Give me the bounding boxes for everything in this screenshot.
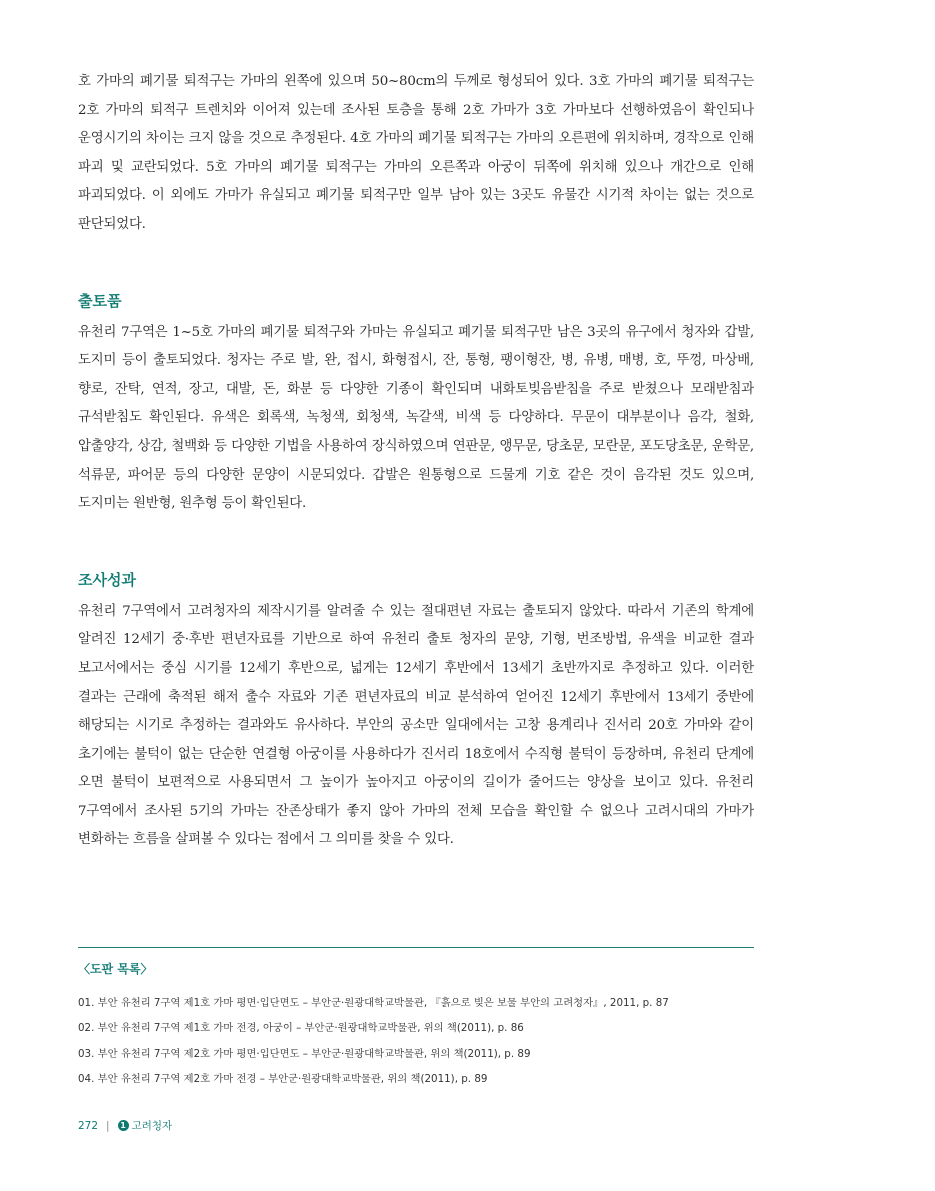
artifacts-heading: 출토품: [78, 291, 122, 310]
chapter-number-badge: 1: [118, 1120, 129, 1131]
page-body: [78, 68, 754, 855]
page-number: 272: [78, 1119, 99, 1132]
artifacts-paragraph: 유천리 7구역은 1~5호 가마의 폐기물 퇴적구와 가마는 유실되고 폐기물 퇴적구만 남은 3곳의 유구에서 청자와 갑발, 도지미 등이 출토되었다. 청자는 주로 발, 완, 접시, 화형접시, 잔, 통형, 팽이형잔, 병, 유병, 매병, 호, 뚜껑, 마상배, 향로, 잔탁, 연적, 장고, 대발, 돈, 화분 등 다양한 기종이 확인되며 내화토빚음받침을 주로 받쳤으나 모래받침과 규석받침도 확인된다. 유색은 회록색, 녹청색, 회청색, 녹갈색, 비색 등 다양하다. 무문이 대부분이나 음각, 철화, 압출양각, 상감, 철백화 등 다양한 기법을 사용하여 장식하였으며 연판문, 앵무문, 당초문, 모란문, 포도당초문, 운학문, 석류문, 파어문 등의 다양한 문양이 시문되었다. 갑발은 원통형으로 드물게 기호 같은 것이 음각된 것도 있으며, 도지미는 원반형, 원추형 등이 확인된다.: [78, 324, 754, 512]
results-heading: 조사성과: [78, 570, 136, 589]
plates-title: 〈도판 목록〉: [78, 962, 153, 976]
plate-item: 02. 부안 유천리 7구역 제1호 가마 전경, 아궁이 – 부안군·원광대학교박물관, 위의 책(2011), p. 86: [78, 1022, 524, 1035]
plate-item: 01. 부안 유천리 7구역 제1호 가마 평면·입단면도 – 부안군·원광대학교박물관, 『흙으로 빚은 보물 부안의 고려청자』, 2011, p. 87: [78, 997, 669, 1009]
footer-separator: |: [106, 1119, 110, 1132]
results-section: [78, 569, 754, 855]
intro-paragraph: 호 가마의 폐기물 퇴적구는 가마의 왼쪽에 있으며 50~80cm의 두께로 형성되어 있다. 3호 가마의 폐기물 퇴적구는 2호 가마의 퇴적구 트렌치와 이어져 있는데 조사된 토층을 통해 2호 가마가 3호 가마보다 선행하였음이 확인되나 운영시기의 차이는 크지 않을 것으로 추정된다. 4호 가마의 폐기물 퇴적구는 가마의 오른편에 위치하며, 경작으로 인해 파괴 및 교란되었다. 5호 가마의 폐기물 퇴적구는 가마의 오른쪽과 아궁이 뒤쪽에 위치해 있으나 개간으로 인해 파괴되었다. 이 외에도 가마가 유실되고 폐기물 퇴적구만 일부 남아 있는 3곳도 유물간 시기적 차이는 없는 것으로 판단되었다.: [78, 74, 754, 232]
page-footer: [78, 1118, 172, 1133]
plate-item: 04. 부안 유천리 7구역 제2호 가마 전경 – 부안군·원광대학교박물관, 위의 책(2011), p. 89: [78, 1072, 488, 1085]
artifacts-section: [78, 290, 754, 519]
plate-item: 03. 부안 유천리 7구역 제2호 가마 평면·입단면도 – 부안군·원광대학교박물관, 위의 책(2011), p. 89: [78, 1047, 531, 1060]
plates-list: [78, 960, 754, 1092]
plates-divider: [78, 947, 754, 948]
chapter-title: 고려청자: [131, 1120, 173, 1132]
results-paragraph: 유천리 7구역에서 고려청자의 제작시기를 알려줄 수 있는 절대편년 자료는 출토되지 않았다. 따라서 기존의 학계에 알려진 12세기 중·후반 편년자료를 기반으로 하여 유천리 출토 청자의 문양, 기형, 번조방법, 유색을 비교한 결과 보고서에서는 중심 시기를 12세기 후반으로, 넓게는 12세기 후반에서 13세기 초반까지로 추정하고 있다. 이러한 결과는 근래에 축적된 해저 출수 자료와 기존 편년자료의 비교 분석하여 얻어진 12세기 후반에서 13세기 중반에 해당되는 시기로 추정하는 결과와도 유사하다. 부안의 공소만 일대에서는 고창 용계리나 진서리 20호 가마와 같이 초기에는 불턱이 없는 단순한 연결형 아궁이를 사용하다가 진서리 18호에서 수직형 불턱이 등장하며, 유천리 단계에 오면 불턱이 보편적으로 사용되면서 그 높이가 높아지고 아궁이의 길이가 줄어드는 양상을 보이고 있다. 유천리 7구역에서 조사된 5기의 가마는 잔존상태가 좋지 않아 가마의 전체 모습을 확인할 수 없으나 고려시대의 가마가 변화하는 흐름을 살펴볼 수 있다는 점에서 그 의미를 찾을 수 있다.: [78, 603, 754, 848]
